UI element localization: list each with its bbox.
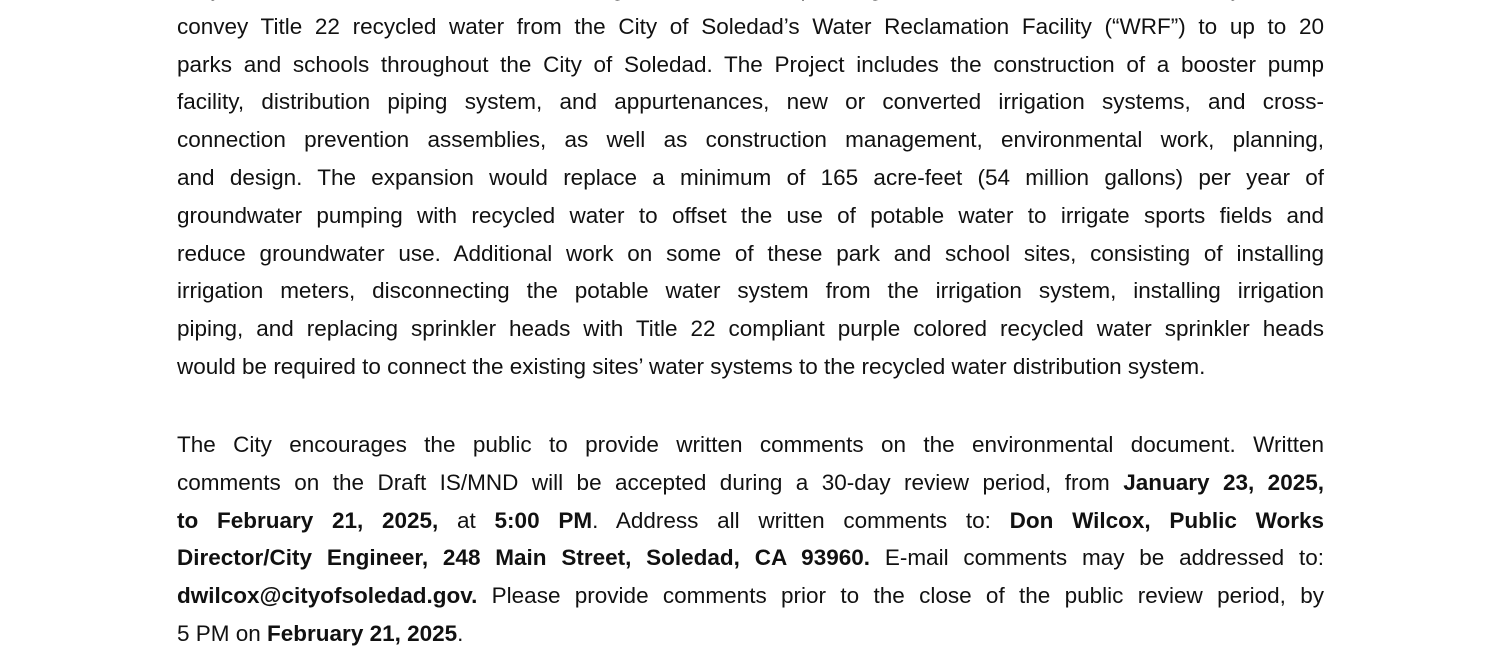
contact-name: Don Wilcox, Public Works — [1009, 507, 1324, 533]
review-start-date: January 23, 2025, — [1123, 469, 1324, 495]
paragraph-line — [177, 0, 1324, 8]
paragraph-line: would be required to connect the existing sites’ water systems to the recycled water distribution system. — [177, 353, 1206, 379]
review-deadline-time: 5:00 PM — [494, 507, 593, 533]
paragraph-line: facility, distribution piping system, and appurtenances, new or converted irrigation systems, and cross- — [177, 89, 1324, 115]
paragraph-line: irrigation meters, disconnecting the potable water system from the irrigation system, installing irrigation — [177, 278, 1324, 304]
paragraph-line: parks and schools throughout the City of Soledad. The Project includes the construction of a booster pump — [177, 51, 1324, 77]
review-end-date: to February 21, 2025, — [177, 507, 439, 533]
public-comment-paragraph — [177, 426, 1324, 653]
project-description-paragraph — [177, 0, 1324, 386]
paragraph-line: connection prevention assemblies, as well as construction management, environmental work, planning, — [177, 127, 1324, 153]
paragraph-line: reduce groundwater use. Additional work on some of these park and school sites, consisting of installing — [177, 240, 1324, 266]
paragraph-line: to February 21, 2025, at 5:00 PM. Address all written comments to: Don Wilcox, Public Works — [177, 507, 1324, 533]
paragraph-line: and design. The expansion would replace a minimum of 165 acre-feet (54 million gallons) per year of — [177, 164, 1324, 190]
paragraph-line: piping, and replacing sprinkler heads with Title 22 compliant purple colored recycled water sprinkler heads — [177, 316, 1324, 342]
paragraph-line: groundwater pumping with recycled water to offset the use of potable water to irrigate sports fields and — [177, 202, 1324, 228]
paragraph-line: convey Title 22 recycled water from the City of Soledad’s Water Reclamation Facility (“WRF”) to up to 20 — [177, 13, 1324, 39]
contact-email: dwilcox@cityofsoledad.gov. — [177, 583, 478, 609]
paragraph-line: comments on the Draft IS/MND will be accepted during a 30-day review period, from January 23, 2025, — [177, 469, 1324, 495]
paragraph-line: dwilcox@cityofsoledad.gov. Please provide comments prior to the close of the public review period, by — [177, 583, 1324, 609]
contact-address: Director/City Engineer, 248 Main Street, Soledad, CA 93960. — [177, 545, 871, 571]
paragraph-line: The City encourages the public to provide written comments on the environmental document. Written — [177, 432, 1324, 457]
comment-deadline-date: February 21, 2025 — [267, 620, 458, 646]
paragraph-line: Director/City Engineer, 248 Main Street, Soledad, CA 93960. E-mail comments may be addressed to: — [177, 545, 1324, 571]
paragraph-line: 5 PM on February 21, 2025. — [177, 620, 464, 646]
